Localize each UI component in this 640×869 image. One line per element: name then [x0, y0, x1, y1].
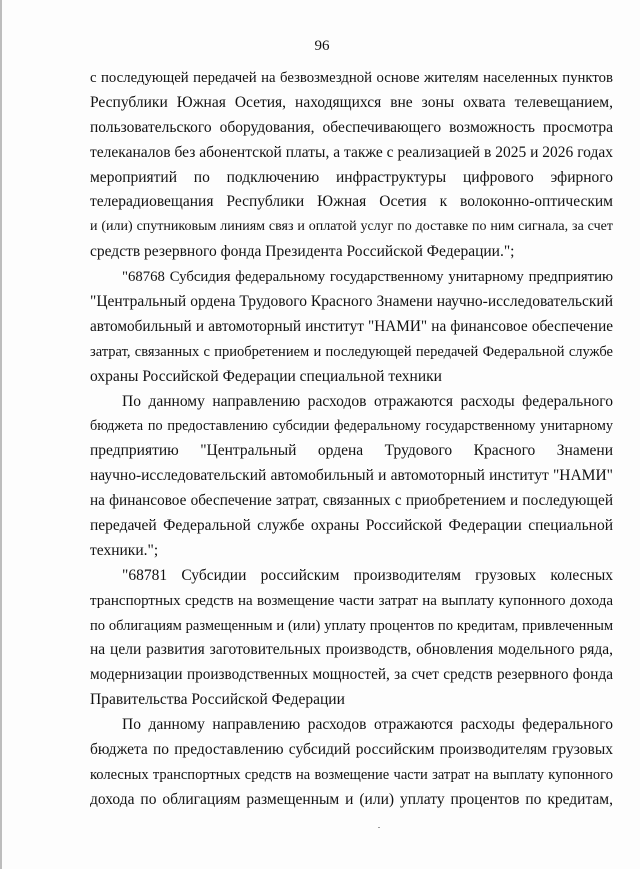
text-line: По данному направлению расходов отражаются расходы федерального [122, 716, 613, 734]
text-line: колесных транспортных средств на возмещение части затрат на выплату купонного [90, 766, 613, 783]
text-line: мероприятий по подключению инфраструктуры цифрового эфирного [90, 168, 613, 186]
text-line: техники."; [90, 541, 159, 559]
text-line: пользовательского оборудования, обеспечивающего возможность просмотра [90, 118, 613, 136]
text-line: дохода по облигациям размещенным и (или) уплату процентов по кредитам, [90, 790, 613, 808]
text-line: транспортных средств на возмещение части затрат на выплату купонного дохода [90, 592, 613, 609]
text-line: телерадиовещания Республики Южная Осетия к волоконно-оптическим [90, 193, 613, 211]
document-body [90, 66, 613, 813]
text-line: с последующей передачей на безвозмездной основе жителям населенных пунктов [90, 70, 613, 86]
text-line: По данному направлению расходов отражаются расходы федерального [122, 392, 613, 410]
text-line: автомобильный и автомоторный институт "НАМИ" на финансовое обеспечение [90, 317, 613, 335]
text-line: "68768 Субсидия федеральному государственному унитарному предприятию [122, 269, 613, 286]
text-line: телеканалов без абонентской платы, а также с реализацией в 2025 и 2026 годах [90, 143, 613, 161]
text-line: "68781 Субсидии российским производителям грузовых колесных [122, 566, 613, 584]
text-line: предприятию "Центральный ордена Трудового Красного Знамени [90, 442, 613, 460]
text-line: передачей Федеральной службе охраны Российской Федерации специальной [90, 517, 613, 535]
text-line: "Центральный ордена Трудового Красного Знамени научно-исследовательский [90, 293, 613, 311]
text-line: на цели развития заготовительных производств, обновления модельного ряда, [90, 641, 613, 659]
text-line: и (или) спутниковым линиям связ и оплатой услуг по доставке по ним сигнала, за счет [90, 219, 613, 235]
text-line: по облигациям размещенным и (или) уплату процентов по кредитам, привлеченным [90, 617, 613, 634]
text-line: охраны Российской Федерации специальной техники [90, 367, 442, 385]
text-line: Правительства Российской Федерации [90, 691, 345, 709]
text-line: Республики Южная Осетия, находящихся вне зоны охвата телевещанием, [90, 93, 613, 111]
text-line: модернизации производственных мощностей, за счет средств резервного фонда [90, 666, 613, 684]
text-line: затрат, связанных с приобретением и последующей передачей Федеральной службе [90, 343, 613, 360]
scan-speck [378, 827, 380, 828]
text-line: научно-исследовательский автомобильный и автомоторный институт "НАМИ" [90, 467, 613, 485]
text-line: на финансовое обеспечение затрат, связанных с приобретением и последующей [90, 492, 613, 510]
text-line: бюджета по предоставлению субсидии федеральному государственному унитарному [90, 418, 613, 435]
text-line: средств резервного фонда Президента Российской Федерации."; [90, 243, 515, 261]
text-line: бюджета по предоставлению субсидий российским производителям грузовых [90, 741, 613, 759]
page-number: 96 [314, 38, 330, 54]
